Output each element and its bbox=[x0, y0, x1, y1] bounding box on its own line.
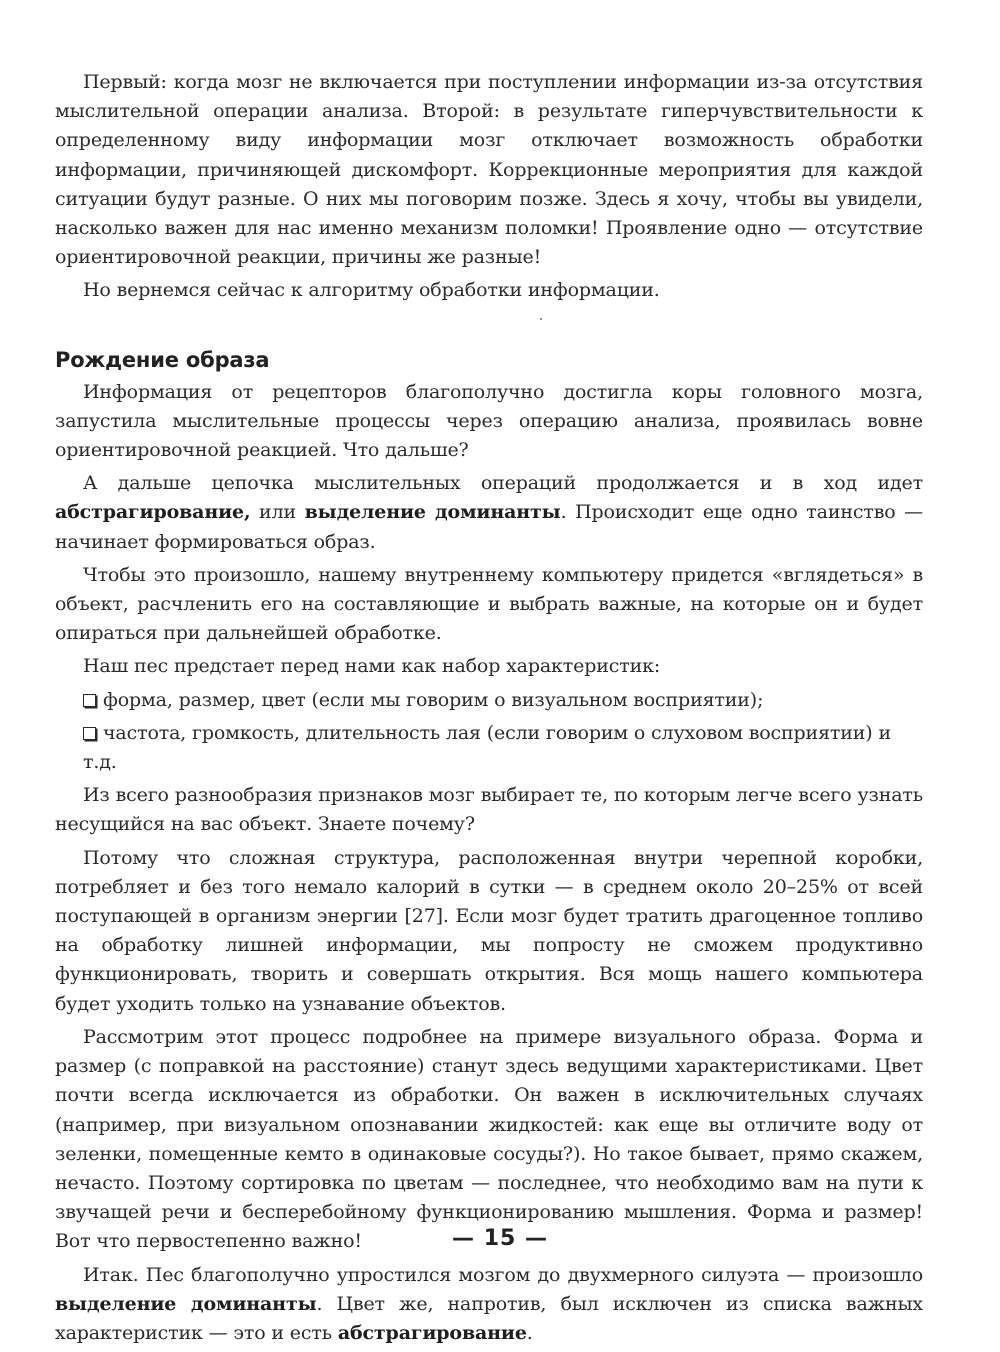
bold-term: выделение доминанты bbox=[55, 1292, 317, 1315]
text-run: Итак. Пес благополучно упростился мозгом до двухмерного силуэта — произошло bbox=[83, 1263, 923, 1286]
paragraph: Потому что сложная структура, расположенная внутри черепной коробки, потребляет и без того немало калорий в сутки — в среднем около 20–25% от всей поступающей в организм энергии [27]. Если мозг будет тратить драгоценное топливо на обработку лишней информации, мы попросту не сможем продуктивно функционировать, творить и совершать открытия. Вся мощь нашего компьютера будет уходить только на узнавание объектов. bbox=[55, 846, 923, 1015]
list-item-text: форма, размер, цвет (если мы говорим о визуальном восприятии); bbox=[103, 688, 764, 711]
checkbox-bullet-icon bbox=[83, 727, 96, 740]
paragraph: Первый: когда мозг не включается при поступлении информации из-за отсутствия мыслительной операции анализа. Второй: в результате гиперчувствительности к определенному виду информации мозг отключает возможность обработки информации, причиняющей дискомфорт. Коррекционные мероприятия для каждой ситуации будут разные. О них мы поговорим позже. Здесь я хочу, чтобы вы увидели, насколько важен для нас именно механизм поломки! Проявление одно — отсутствие ориентировочной реакции, причины же разные! bbox=[55, 71, 923, 269]
stray-mark bbox=[540, 318, 542, 320]
paragraph: Из всего разнообразия признаков мозг выбирает те, по которым легче всего узнать несущийся на вас объект. Знаете почему? bbox=[55, 784, 923, 836]
paragraph bbox=[55, 1261, 923, 1349]
paragraph: Наш пес предстает перед нами как набор характеристик: bbox=[83, 655, 661, 678]
section-heading: Рождение образа bbox=[55, 347, 270, 372]
text-run: или bbox=[250, 501, 305, 524]
list-item-text: частота, громкость, длительность лая (если говорим о слуховом восприятии) и т.д. bbox=[83, 721, 891, 774]
paragraph: Информация от рецепторов благополучно достигла коры головного мозга, запустила мыслительные процессы через операцию анализа, проявилась вовне ориентировочной реакцией. Что дальше? bbox=[55, 380, 923, 462]
checkbox-bullet-icon bbox=[83, 694, 96, 707]
paragraph bbox=[55, 469, 923, 557]
text-run: . Происходит еще одно таинство — начинает формироваться образ. bbox=[55, 501, 923, 553]
paragraph: Чтобы это произошло, нашему внутреннему компьютеру придется «вглядеться» в объект, расчленить его на составляющие и выбрать важные, на которые он и будет опираться при дальнейшей обработке. bbox=[55, 563, 923, 645]
list-item bbox=[55, 686, 923, 715]
page-number: — 15 — bbox=[452, 1226, 548, 1251]
text-run: А дальше цепочка мыслительных операций продолжается и в ход идет bbox=[83, 472, 923, 495]
text-run: . bbox=[526, 1321, 533, 1344]
bold-term: абстрагирование, bbox=[55, 501, 251, 524]
paragraph: Но вернемся сейчас к алгоритму обработки информации. bbox=[83, 279, 660, 302]
page-body bbox=[55, 68, 923, 1352]
paragraph: Рассмотрим этот процесс подробнее на примере визуального образа. Форма и размер (с поправкой на расстояние) станут здесь ведущими характеристиками. Цвет почти всегда исключается из обработки. Он важен в исключительных случаях (например, при визуальном опознавании жидкостей: как еще вы отличите воду от зеленки, помещенные кемто в одинаковые сосуды?). Но такое бывает, прямо скажем, нечасто. Поэтому сортировка по цветам — последнее, что необходимо вам на пути к звучащей речи и бесперебойному функционированию мышления. Форма и размер! Вот что первостепенно важно! bbox=[55, 1025, 923, 1253]
bold-term: выделение доминанты bbox=[304, 501, 561, 524]
text-run: . Цвет же, напротив, был исключен из списка важных характеристик — это и есть bbox=[55, 1292, 923, 1344]
list-item bbox=[55, 719, 923, 777]
bold-term: абстрагирование bbox=[337, 1321, 527, 1344]
